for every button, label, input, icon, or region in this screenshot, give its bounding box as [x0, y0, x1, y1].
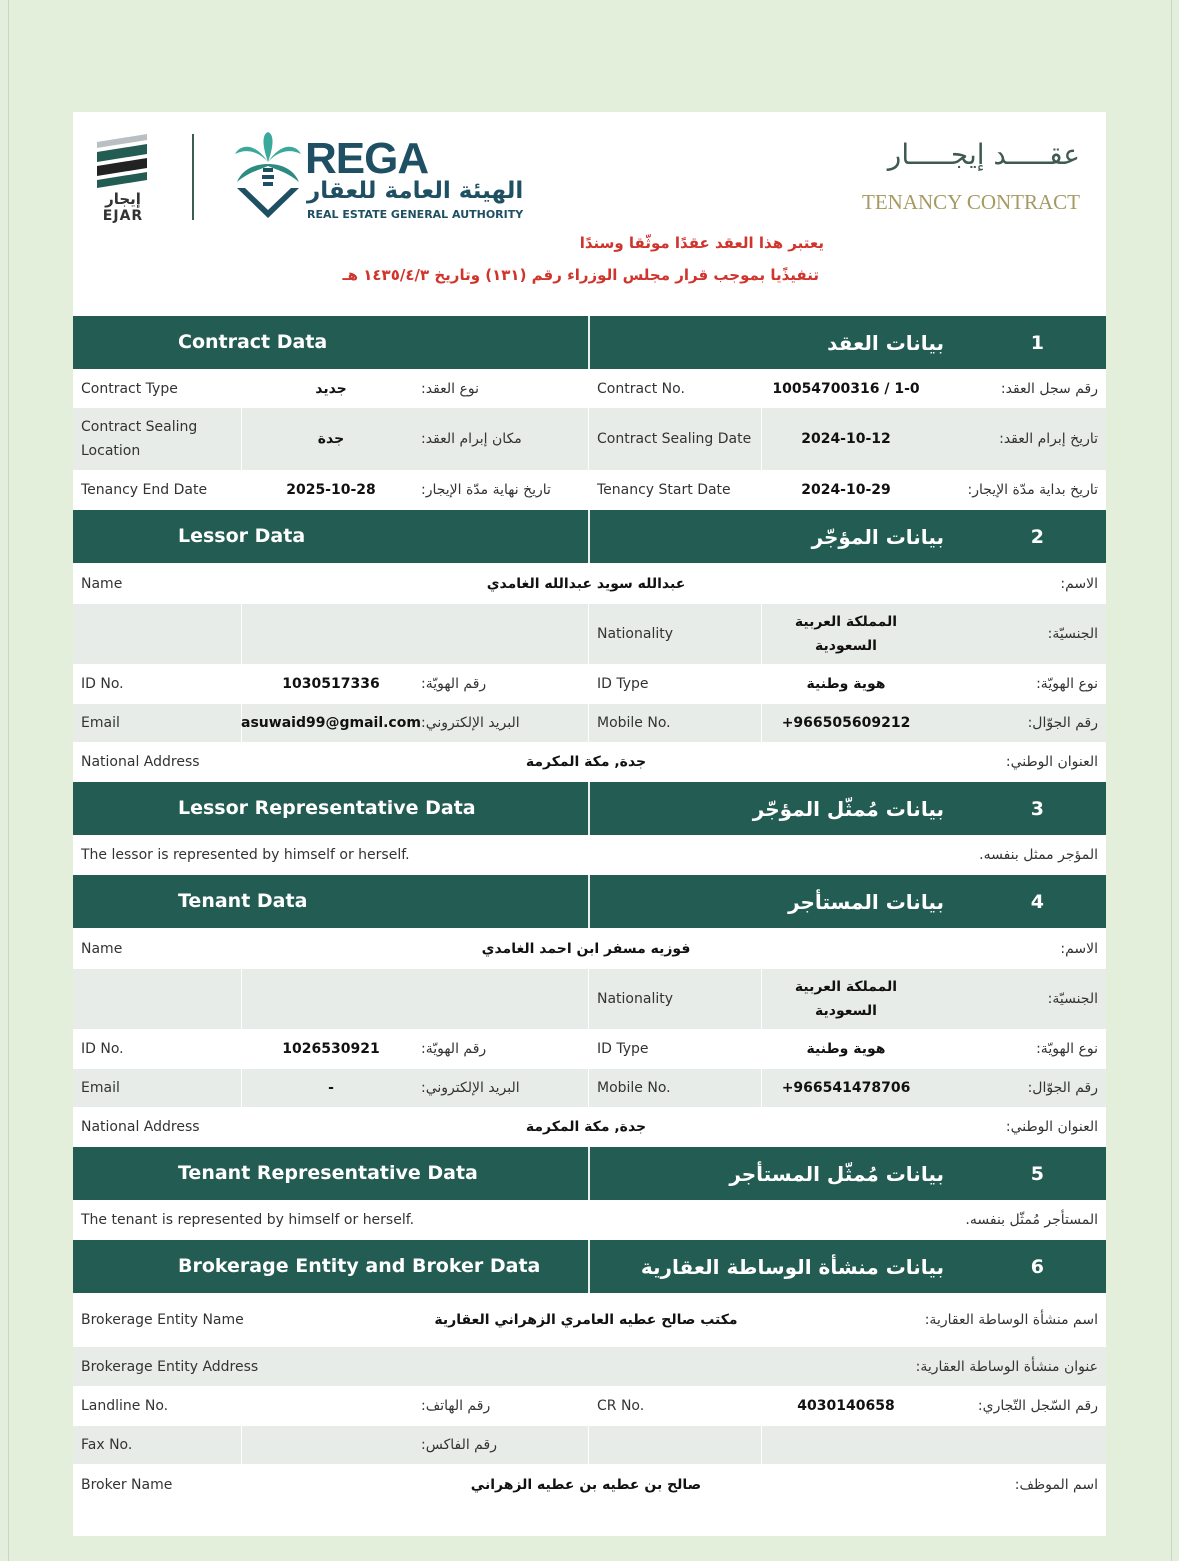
field-value: 1030517336 — [282, 676, 380, 692]
header-divider — [588, 782, 590, 835]
table-row — [73, 742, 1106, 782]
legal-notice-line-2: تنفيذًيا بموجب قرار مجلس الوزراء رقم (١٣١) وتاريخ ١٤٣٥/٤/٣ هـ — [342, 266, 819, 284]
field-value: عبدالله سويد عبدالله الغامدي — [486, 575, 686, 592]
header-divider — [588, 1147, 590, 1200]
section-number: 5 — [1030, 1163, 1044, 1185]
section-header-tenant-rep — [73, 1147, 1106, 1200]
field-value: جدة — [317, 431, 345, 447]
ejar-logo-icon — [95, 132, 155, 224]
table-row — [73, 969, 1106, 1029]
table-row — [73, 408, 1106, 470]
ejar-logo-english: EJAR — [102, 208, 144, 224]
table-row — [73, 1426, 1106, 1464]
section-title-en: Tenant Data — [178, 890, 308, 912]
header-divider — [588, 510, 590, 563]
field-label-ar: اسم الموظف: — [1014, 1476, 1098, 1493]
section-title-ar: بيانات المؤجّر — [811, 525, 944, 549]
field-label-en: ID No. — [81, 1041, 124, 1057]
field-label-en: Name — [81, 575, 123, 592]
contract-document — [73, 112, 1106, 1536]
header-divider — [588, 1240, 590, 1293]
field-label-en: Tenancy End Date — [81, 482, 208, 498]
field-value: المملكة العربية السعودية — [794, 979, 898, 1019]
field-label-en: Contract No. — [597, 380, 685, 397]
field-value: 2024-10-29 — [801, 482, 891, 498]
field-text-ar: المستأجر مُمثّل بنفسه. — [965, 1212, 1098, 1228]
table-row — [73, 1464, 1106, 1505]
section-title-en: Contract Data — [178, 331, 328, 353]
section-number: 2 — [1030, 526, 1044, 548]
field-label-en: National Address — [81, 1119, 200, 1135]
field-label-en: Mobile No. — [597, 1080, 671, 1096]
field-value: فوزيه مسفر ابن احمد الغامدي — [481, 940, 691, 957]
field-label-ar: البريد الإلكتروني: — [421, 1080, 520, 1096]
section-number: 4 — [1030, 891, 1044, 913]
section-number: 3 — [1030, 798, 1044, 820]
field-label-ar: الجنسيّة: — [1047, 991, 1098, 1007]
field-label-en: CR No. — [597, 1398, 645, 1414]
field-label-ar: رقم الهويّة: — [421, 676, 487, 692]
field-label-en: ID No. — [81, 676, 124, 692]
section-title-ar: بيانات المستأجر — [788, 890, 944, 914]
legal-notice-line-1: يعتبر هذا العقد عقدًا موثّقا وسندًا — [579, 234, 824, 252]
section-title-en: Lessor Representative Data — [178, 797, 476, 819]
field-label-en: National Address — [81, 754, 200, 770]
field-value: - — [328, 1080, 334, 1096]
header-divider — [588, 316, 590, 369]
section-title-en: Tenant Representative Data — [178, 1162, 478, 1184]
table-row — [73, 369, 1106, 408]
field-value: 10054700316 / 1-0 — [772, 380, 920, 397]
section-title-ar: بيانات مُمثّل المؤجّر — [752, 797, 944, 821]
field-value: جدة, مكة المكرمة — [525, 754, 647, 770]
rega-english-name: REAL ESTATE GENERAL AUTHORITY — [307, 208, 524, 221]
field-label-ar: اسم منشأة الوساطة العقارية: — [924, 1312, 1098, 1328]
field-value: جديد — [315, 380, 347, 397]
field-label-en: Tenancy Start Date — [597, 482, 731, 498]
field-label-en: Name — [81, 940, 123, 957]
field-label-ar: تاريخ إبرام العقد: — [999, 431, 1098, 447]
field-label-ar: رقم السّجل التّجاري: — [977, 1398, 1098, 1414]
field-label-ar: البريد الإلكتروني: — [421, 715, 520, 731]
field-label-en: Email — [81, 715, 120, 731]
field-value: هوية وطنية — [806, 1041, 886, 1057]
field-label-en: Mobile No. — [597, 715, 671, 731]
field-label-en: Fax No. — [81, 1437, 133, 1453]
section-number: 1 — [1030, 332, 1044, 354]
field-label-ar: العنوان الوطني: — [1005, 754, 1098, 770]
field-value: 4030140658 — [797, 1398, 895, 1414]
section-header-brokerage — [73, 1240, 1106, 1293]
document-title-arabic: عقـــــد إيجـــــار — [887, 138, 1080, 171]
field-label-ar: تاريخ نهاية مدّة الإيجار: — [421, 482, 551, 498]
field-label-en: Nationality — [597, 626, 674, 642]
table-row — [73, 470, 1106, 510]
table-row — [73, 563, 1106, 604]
section-title-en: Brokerage Entity and Broker Data — [178, 1255, 541, 1277]
field-value: جدة, مكة المكرمة — [525, 1119, 647, 1135]
field-label-en: Broker Name — [81, 1476, 173, 1493]
field-label-en: Brokerage Entity Address — [81, 1358, 259, 1375]
field-label-ar: عنوان منشأة الوساطة العقارية: — [915, 1358, 1098, 1375]
field-value: هوية وطنية — [806, 676, 886, 692]
table-row — [73, 1200, 1106, 1240]
field-text-en: The tenant is represented by himself or herself. — [81, 1212, 415, 1228]
field-label-en: ID Type — [597, 1041, 649, 1057]
table-row — [73, 1386, 1106, 1426]
field-value: 2025-10-28 — [286, 482, 376, 498]
field-label-ar: رقم سجل العقد: — [1000, 380, 1098, 397]
field-label-ar: رقم الجوّال: — [1027, 715, 1098, 731]
table-row — [73, 928, 1106, 969]
section-number: 6 — [1030, 1256, 1044, 1278]
rega-wordmark: REGA — [305, 134, 429, 183]
header-divider — [588, 875, 590, 928]
table-row — [73, 704, 1106, 742]
document-header — [73, 112, 1106, 316]
field-label-ar: نوع الهويّة: — [1036, 1041, 1098, 1057]
field-text-ar: المؤجر ممثل بنفسه. — [979, 847, 1098, 863]
section-title-ar: بيانات العقد — [827, 331, 944, 355]
field-label-en: Email — [81, 1080, 120, 1096]
field-label-ar: الجنسيّة: — [1047, 626, 1098, 642]
section-header-lessor-rep — [73, 782, 1106, 835]
field-label-ar: رقم الجوّال: — [1027, 1080, 1098, 1096]
field-label-ar: العنوان الوطني: — [1005, 1119, 1098, 1135]
table-row — [73, 604, 1106, 664]
field-value: 2024-10-12 — [801, 431, 891, 447]
table-row — [73, 1069, 1106, 1107]
field-label-ar: نوع الهويّة: — [1036, 676, 1098, 692]
field-value: asuwaid99@gmail.com — [241, 715, 421, 731]
field-text-en: The lessor is represented by himself or herself. — [81, 847, 410, 863]
rega-palm-logo-icon — [233, 132, 303, 220]
field-label-ar: الاسم: — [1060, 940, 1098, 957]
section-title-ar: بيانات منشأة الوساطة العقارية — [640, 1255, 944, 1279]
field-label-ar: رقم الهاتف: — [421, 1398, 491, 1414]
field-label-en: Brokerage Entity Name — [81, 1312, 244, 1328]
table-row — [73, 1107, 1106, 1147]
field-label-en: Contract Sealing Date — [597, 431, 752, 447]
section-header-tenant — [73, 875, 1106, 928]
section-header-contract — [73, 316, 1106, 369]
section-title-en: Lessor Data — [178, 525, 306, 547]
table-row — [73, 1293, 1106, 1347]
section-title-ar: بيانات مُمثّل المستأجر — [729, 1162, 944, 1186]
field-label-en: Landline No. — [81, 1398, 169, 1414]
table-row — [73, 664, 1106, 704]
section-header-lessor — [73, 510, 1106, 563]
field-value: المملكة العربية السعودية — [794, 614, 898, 654]
rega-arabic-name: الهيئة العامة للعقار — [307, 178, 524, 204]
field-label-ar: نوع العقد: — [421, 380, 479, 397]
table-row — [73, 835, 1106, 875]
field-label-en: Contract Sealing Location — [81, 419, 198, 459]
table-row — [73, 1347, 1106, 1386]
field-label-ar: تاريخ بداية مدّة الإيجار: — [967, 482, 1098, 498]
field-value: +966541478706 — [781, 1080, 911, 1096]
field-value: مكتب صالح عطيه العامري الزهراني العقارية — [434, 1312, 738, 1328]
field-label-en: Nationality — [597, 991, 674, 1007]
field-value: 1026530921 — [282, 1041, 380, 1057]
field-label-ar: رقم الهويّة: — [421, 1041, 487, 1057]
field-label-ar: رقم الفاكس: — [421, 1437, 497, 1453]
field-label-ar: مكان إبرام العقد: — [421, 431, 522, 447]
document-title-english: TENANCY CONTRACT — [862, 190, 1080, 214]
field-label-en: Contract Type — [81, 380, 178, 397]
field-value: +966505609212 — [781, 715, 911, 731]
field-value: صالح بن عطيه بن عطيه الزهراني — [470, 1476, 702, 1493]
ejar-logo-arabic: إيجار — [105, 190, 141, 208]
field-label-en: ID Type — [597, 676, 649, 692]
field-label-ar: الاسم: — [1060, 575, 1098, 592]
table-row — [73, 1029, 1106, 1069]
logo-divider — [192, 134, 194, 220]
